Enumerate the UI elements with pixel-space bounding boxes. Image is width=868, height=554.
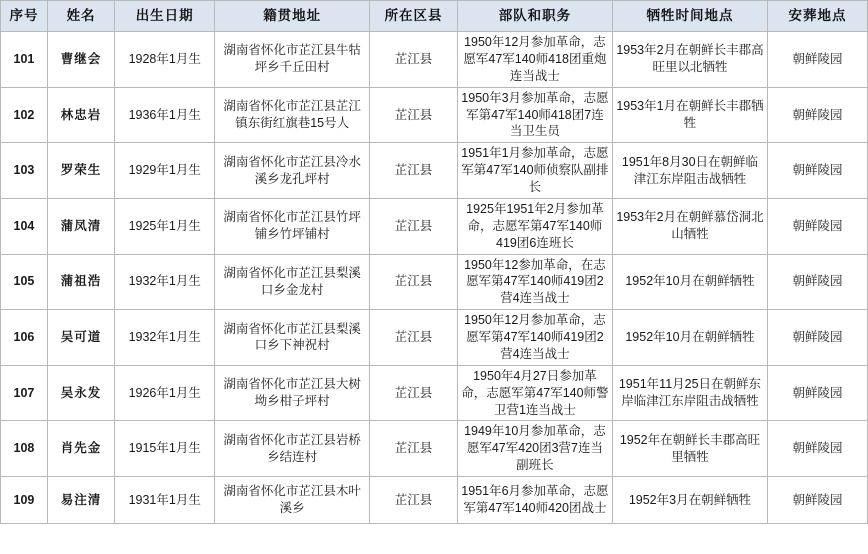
cell-name: 吴可道 <box>47 310 114 366</box>
cell-seq: 103 <box>1 143 48 199</box>
cell-burial: 朝鲜陵园 <box>767 143 867 199</box>
cell-district: 芷江县 <box>370 143 458 199</box>
table-row <box>1 198 868 254</box>
cell-origin: 湖南省怀化市芷江县梨溪口乡下神祝村 <box>215 310 370 366</box>
cell-unit: 1950年4月27日参加革命，志愿军第47军140师警卫营1连当战士 <box>457 365 612 421</box>
cell-district: 芷江县 <box>370 421 458 477</box>
cell-district: 芷江县 <box>370 32 458 88</box>
cell-unit: 1950年3月参加革命，志愿军第47军140师418团7连当卫生员 <box>457 87 612 143</box>
cell-name: 林忠岩 <box>47 87 114 143</box>
cell-district: 芷江县 <box>370 198 458 254</box>
cell-origin: 湖南省怀化市芷江县木叶溪乡 <box>215 477 370 524</box>
cell-unit: 1950年12月参加革命，志愿军第47军140师419团2营4连当战士 <box>457 310 612 366</box>
cell-name: 吴永发 <box>47 365 114 421</box>
cell-unit: 1950年12参加革命，在志愿军第47军140师419团2营4连当战士 <box>457 254 612 310</box>
cell-origin: 湖南省怀化市芷江县竹坪铺乡竹坪铺村 <box>215 198 370 254</box>
table-row <box>1 254 868 310</box>
table-row <box>1 365 868 421</box>
cell-seq: 106 <box>1 310 48 366</box>
cell-unit: 1950年12月参加革命，志愿军47军140师418团重炮连当战士 <box>457 32 612 88</box>
cell-origin: 湖南省怀化市芷江县大树坳乡柑子坪村 <box>215 365 370 421</box>
cell-death: 1951年8月30日在朝鲜临津江东岸阻击战牺牲 <box>612 143 767 199</box>
column-header-name: 姓名 <box>47 1 114 32</box>
table-row <box>1 143 868 199</box>
cell-name: 蒲凤清 <box>47 198 114 254</box>
cell-seq: 104 <box>1 198 48 254</box>
cell-burial: 朝鲜陵园 <box>767 477 867 524</box>
column-header-origin: 籍贯地址 <box>215 1 370 32</box>
cell-burial: 朝鲜陵园 <box>767 365 867 421</box>
cell-seq: 109 <box>1 477 48 524</box>
cell-origin: 湖南省怀化市芷江县冷水溪乡龙孔坪村 <box>215 143 370 199</box>
cell-district: 芷江县 <box>370 254 458 310</box>
column-header-death: 牺牲时间地点 <box>612 1 767 32</box>
table-row <box>1 421 868 477</box>
cell-death: 1952年10月在朝鲜牺牲 <box>612 254 767 310</box>
cell-origin: 湖南省怀化市芷江县芷江镇东街红旗巷15号人 <box>215 87 370 143</box>
cell-origin: 湖南省怀化市芷江县梨溪口乡金龙村 <box>215 254 370 310</box>
cell-origin: 湖南省怀化市芷江县牛牯坪乡千丘田村 <box>215 32 370 88</box>
table-row <box>1 87 868 143</box>
cell-death: 1953年2月在朝鲜长丰郡高旺里以北牺牲 <box>612 32 767 88</box>
cell-death: 1953年1月在朝鲜长丰郡牺牲 <box>612 87 767 143</box>
column-header-unit: 部队和职务 <box>457 1 612 32</box>
cell-birth: 1925年1月生 <box>115 198 215 254</box>
cell-name: 罗荣生 <box>47 143 114 199</box>
cell-district: 芷江县 <box>370 87 458 143</box>
cell-burial: 朝鲜陵园 <box>767 310 867 366</box>
cell-district: 芷江县 <box>370 310 458 366</box>
cell-seq: 105 <box>1 254 48 310</box>
cell-burial: 朝鲜陵园 <box>767 254 867 310</box>
cell-burial: 朝鲜陵园 <box>767 87 867 143</box>
table-row <box>1 477 868 524</box>
cell-death: 1952年10月在朝鲜牺牲 <box>612 310 767 366</box>
cell-unit: 1925年1951年2月参加革命，志愿军第47军140师419团6连班长 <box>457 198 612 254</box>
cell-burial: 朝鲜陵园 <box>767 198 867 254</box>
cell-seq: 107 <box>1 365 48 421</box>
cell-burial: 朝鲜陵园 <box>767 421 867 477</box>
cell-unit: 1951年6月参加革命，志愿军第47军140师420团战士 <box>457 477 612 524</box>
table-header-row <box>1 1 868 32</box>
column-header-birth: 出生日期 <box>115 1 215 32</box>
cell-birth: 1932年1月生 <box>115 310 215 366</box>
cell-name: 曹继会 <box>47 32 114 88</box>
cell-birth: 1929年1月生 <box>115 143 215 199</box>
cell-origin: 湖南省怀化市芷江县岩桥乡结连村 <box>215 421 370 477</box>
table-body <box>1 32 868 524</box>
cell-birth: 1932年1月生 <box>115 254 215 310</box>
cell-death: 1952年3月在朝鲜牺牲 <box>612 477 767 524</box>
cell-birth: 1928年1月生 <box>115 32 215 88</box>
cell-death: 1953年2月在朝鲜慕岱洞北山牺牲 <box>612 198 767 254</box>
cell-death: 1951年11月25日在朝鲜东岸临津江东岸阻击战牺牲 <box>612 365 767 421</box>
cell-birth: 1936年1月生 <box>115 87 215 143</box>
cell-birth: 1915年1月生 <box>115 421 215 477</box>
cell-birth: 1931年1月生 <box>115 477 215 524</box>
cell-death: 1952年在朝鲜长丰郡高旺里牺牲 <box>612 421 767 477</box>
column-header-burial: 安葬地点 <box>767 1 867 32</box>
table-row <box>1 310 868 366</box>
cell-district: 芷江县 <box>370 365 458 421</box>
cell-unit: 1949年10月参加革命，志愿军47军420团3营7连当副班长 <box>457 421 612 477</box>
column-header-seq: 序号 <box>1 1 48 32</box>
cell-unit: 1951年1月参加革命，志愿军第47军140师侦察队副排长 <box>457 143 612 199</box>
cell-seq: 101 <box>1 32 48 88</box>
cell-seq: 102 <box>1 87 48 143</box>
cell-burial: 朝鲜陵园 <box>767 32 867 88</box>
table-row <box>1 32 868 88</box>
cell-seq: 108 <box>1 421 48 477</box>
cell-district: 芷江县 <box>370 477 458 524</box>
column-header-district: 所在区县 <box>370 1 458 32</box>
cell-name: 蒲祖浩 <box>47 254 114 310</box>
cell-birth: 1926年1月生 <box>115 365 215 421</box>
cell-name: 易注清 <box>47 477 114 524</box>
table-header <box>1 1 868 32</box>
cell-name: 肖先金 <box>47 421 114 477</box>
